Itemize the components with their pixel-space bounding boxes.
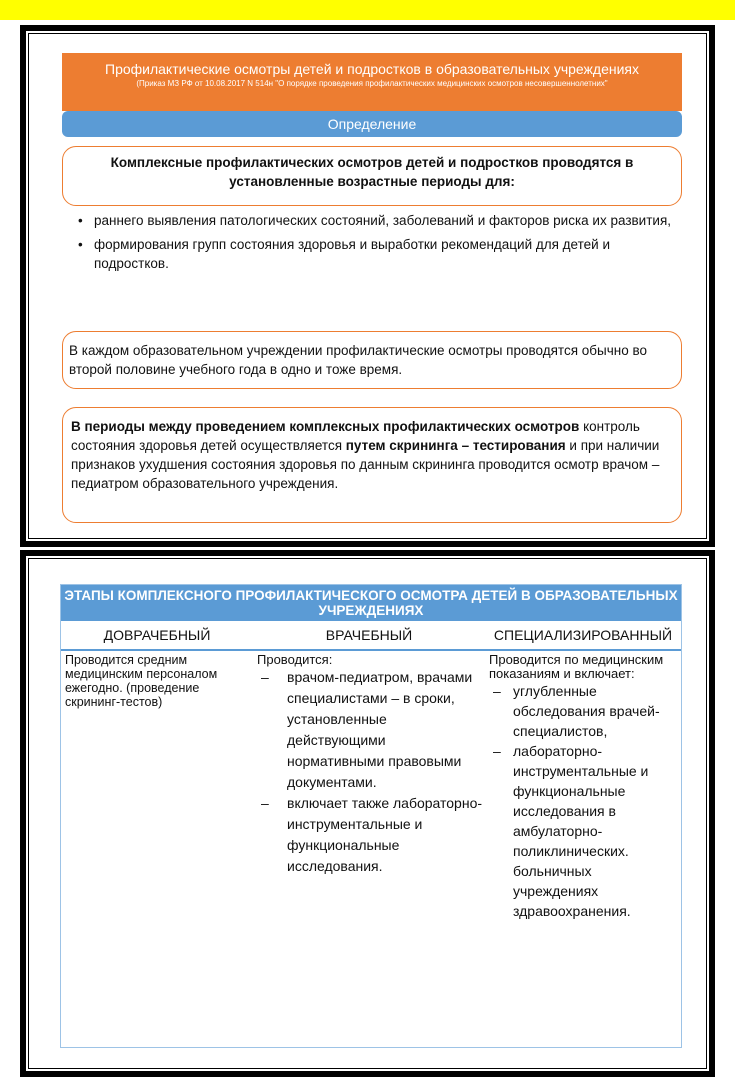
purpose-bullet-list [76, 211, 686, 278]
bullet-item: • формирования групп состояния здоровья и выработки рекомендаций для детей и подростков. [76, 235, 686, 273]
slide1-title: Профилактические осмотры детей и подростков в образовательных учреждениях [105, 61, 639, 77]
schedule-text: В каждом образовательном учреждении профилактические осмотры проводятся обычно во второй половине учебного года в одно и тоже время. [69, 343, 647, 377]
column-prephysician-text: Проводится средним медицинским персоналом ежегодно. (проведение скрининг-тестов) [65, 653, 218, 709]
screening-text [63, 408, 681, 502]
specialized-item: – углубленные обследования врачей-специалистов, [489, 681, 679, 741]
slide-preventive-exams-definition [20, 25, 715, 547]
column-header-specialized: СПЕЦИАЛИЗИРОВАННЫЙ [485, 621, 681, 651]
stages-title: ЭТАПЫ КОМПЛЕКСНОГО ПРОФИЛАКТИЧЕСКОГО ОСМОТРА ДЕТЕЙ В ОБРАЗОВАТЕЛЬНЫХ УЧРЕЖДЕНИЯХ [61, 585, 681, 621]
complex-exams-box [62, 146, 682, 206]
physician-item: – включает также лабораторно-инструментальные и функциональные исследования. [257, 793, 483, 877]
slide-exam-stages [20, 550, 715, 1077]
column-header-physician: ВРАЧЕБНЫЙ [253, 621, 485, 651]
screening-box [62, 407, 682, 523]
stages-table [60, 584, 682, 1048]
specialized-item: – лабораторно-инструментальные и функциональные исследования в амбулаторно-поликлинических. больничных учреждениях здравоохранения. [489, 741, 679, 921]
column-header-prephysician: ДОВРАЧЕБНЫЙ [61, 621, 253, 651]
complex-exams-text: Комплексные профилактических осмотров детей и подростков проводятся в установленные возрастные периоды для: [110, 155, 634, 189]
specialized-lead: Проводится по медицинским показаниям и включает: [489, 652, 664, 681]
slide1-subtitle: (Приказ МЗ РФ от 10.08.2017 N 514н "О порядке проведения профилактических медицинских осмотров несовершеннолетних" [136, 79, 608, 88]
bullet-item: • раннего выявления патологических состояний, заболеваний и факторов риска их развития, [76, 211, 686, 230]
definition-band: Определение [62, 111, 682, 137]
screening-text-1: контроль состояния здоровья детей осуществляется [71, 419, 640, 453]
physician-lead: Проводится: [257, 652, 333, 667]
schedule-box [62, 331, 682, 389]
screening-bold-1: В периоды между проведением комплексных профилактических осмотров [71, 419, 580, 434]
slide1-header [62, 53, 682, 111]
top-yellow-banner [0, 0, 735, 20]
physician-item: – врачом-педиатром, врачами специалистами – в сроки, установленные действующими нормативными правовыми документами. [257, 667, 483, 793]
column-physician [257, 653, 483, 877]
screening-text-2: и при наличии признаков ухудшения состояния здоровья по данным скрининга проводится осмотр врачом – педиатром образовательного учреждения. [71, 438, 660, 491]
column-specialized [489, 653, 679, 921]
screening-bold-2: путем скрининга – тестирования [345, 438, 566, 453]
